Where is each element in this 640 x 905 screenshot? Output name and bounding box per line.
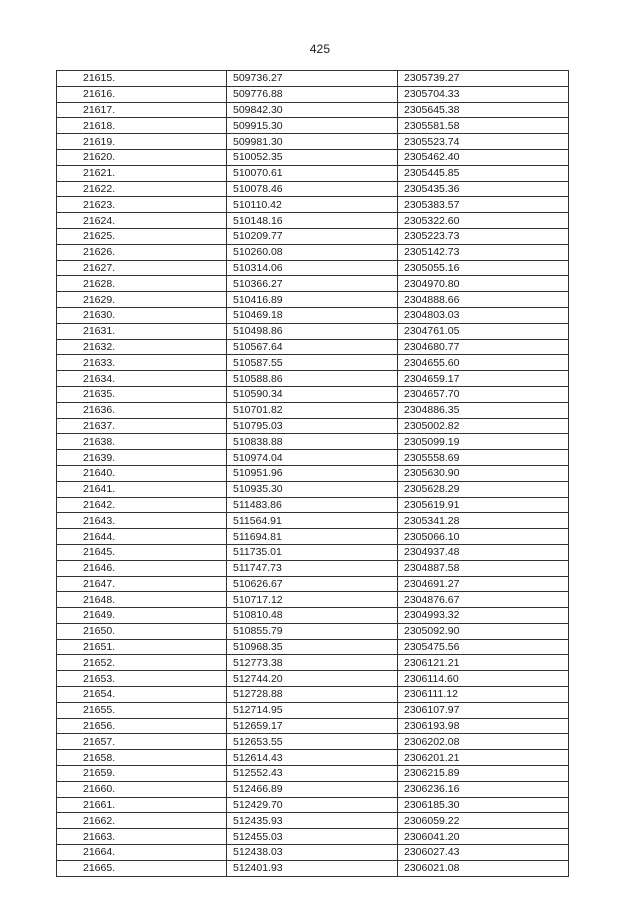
y-coordinate-cell: 2305322.60 <box>398 213 569 229</box>
x-coordinate-cell: 510314.06 <box>227 260 398 276</box>
x-coordinate-cell: 511735.01 <box>227 544 398 560</box>
point-number-cell: 21631. <box>57 323 227 339</box>
y-coordinate-cell: 2305523.74 <box>398 134 569 150</box>
x-coordinate-cell: 510935.30 <box>227 481 398 497</box>
y-coordinate-cell: 2305645.38 <box>398 102 569 118</box>
table-row <box>57 829 569 845</box>
x-coordinate-cell: 512653.55 <box>227 734 398 750</box>
table-row <box>57 497 569 513</box>
x-coordinate-cell: 510078.46 <box>227 181 398 197</box>
table-row <box>57 655 569 671</box>
y-coordinate-cell: 2304691.27 <box>398 576 569 592</box>
x-coordinate-cell: 510587.55 <box>227 355 398 371</box>
table-row <box>57 292 569 308</box>
point-number-cell: 21650. <box>57 623 227 639</box>
point-number-cell: 21626. <box>57 244 227 260</box>
y-coordinate-cell: 2304886.35 <box>398 402 569 418</box>
y-coordinate-cell: 2306193.98 <box>398 718 569 734</box>
y-coordinate-cell: 2305092.90 <box>398 623 569 639</box>
x-coordinate-cell: 510838.88 <box>227 434 398 450</box>
table-row <box>57 718 569 734</box>
point-number-cell: 21654. <box>57 687 227 703</box>
x-coordinate-cell: 511483.86 <box>227 497 398 513</box>
point-number-cell: 21649. <box>57 608 227 624</box>
point-number-cell: 21637. <box>57 418 227 434</box>
table-row <box>57 450 569 466</box>
y-coordinate-cell: 2306107.97 <box>398 702 569 718</box>
point-number-cell: 21623. <box>57 197 227 213</box>
table-row <box>57 386 569 402</box>
page-number: 425 <box>309 42 331 56</box>
y-coordinate-cell: 2304761.05 <box>398 323 569 339</box>
table-row <box>57 86 569 102</box>
table-row <box>57 276 569 292</box>
point-number-cell: 21627. <box>57 260 227 276</box>
table-row <box>57 576 569 592</box>
table-row <box>57 181 569 197</box>
table-row <box>57 402 569 418</box>
point-number-cell: 21661. <box>57 797 227 813</box>
point-number-cell: 21618. <box>57 118 227 134</box>
x-coordinate-cell: 510588.86 <box>227 371 398 387</box>
x-coordinate-cell: 512728.88 <box>227 687 398 703</box>
x-coordinate-cell: 509915.30 <box>227 118 398 134</box>
point-number-cell: 21647. <box>57 576 227 592</box>
x-coordinate-cell: 510469.18 <box>227 307 398 323</box>
table-row <box>57 639 569 655</box>
point-number-cell: 21655. <box>57 702 227 718</box>
table-row <box>57 165 569 181</box>
x-coordinate-cell: 510810.48 <box>227 608 398 624</box>
table-row <box>57 260 569 276</box>
table-row <box>57 513 569 529</box>
y-coordinate-cell: 2304659.17 <box>398 371 569 387</box>
point-number-cell: 21639. <box>57 450 227 466</box>
table-row <box>57 529 569 545</box>
y-coordinate-cell: 2304657.70 <box>398 386 569 402</box>
point-number-cell: 21616. <box>57 86 227 102</box>
point-number-cell: 21662. <box>57 813 227 829</box>
y-coordinate-cell: 2305435.36 <box>398 181 569 197</box>
table-row <box>57 687 569 703</box>
point-number-cell: 21638. <box>57 434 227 450</box>
x-coordinate-cell: 511564.91 <box>227 513 398 529</box>
table-row <box>57 750 569 766</box>
point-number-cell: 21621. <box>57 165 227 181</box>
y-coordinate-cell: 2304887.58 <box>398 560 569 576</box>
point-number-cell: 21642. <box>57 497 227 513</box>
x-coordinate-cell: 511747.73 <box>227 560 398 576</box>
table-row <box>57 371 569 387</box>
y-coordinate-cell: 2306236.16 <box>398 781 569 797</box>
y-coordinate-cell: 2304876.67 <box>398 592 569 608</box>
y-coordinate-cell: 2305630.90 <box>398 465 569 481</box>
y-coordinate-cell: 2304655.60 <box>398 355 569 371</box>
table-row <box>57 197 569 213</box>
x-coordinate-cell: 512438.03 <box>227 845 398 861</box>
y-coordinate-cell: 2305462.40 <box>398 149 569 165</box>
x-coordinate-cell: 510626.67 <box>227 576 398 592</box>
x-coordinate-cell: 510366.27 <box>227 276 398 292</box>
table-row <box>57 339 569 355</box>
y-coordinate-cell: 2304993.32 <box>398 608 569 624</box>
y-coordinate-cell: 2306059.22 <box>398 813 569 829</box>
x-coordinate-cell: 512614.43 <box>227 750 398 766</box>
x-coordinate-cell: 509736.27 <box>227 71 398 87</box>
point-number-cell: 21658. <box>57 750 227 766</box>
x-coordinate-cell: 512714.95 <box>227 702 398 718</box>
table-row <box>57 465 569 481</box>
point-number-cell: 21620. <box>57 149 227 165</box>
y-coordinate-cell: 2306041.20 <box>398 829 569 845</box>
table-row <box>57 845 569 861</box>
y-coordinate-cell: 2305704.33 <box>398 86 569 102</box>
table-row <box>57 434 569 450</box>
table-row <box>57 213 569 229</box>
x-coordinate-cell: 512455.03 <box>227 829 398 845</box>
table-row <box>57 608 569 624</box>
point-number-cell: 21643. <box>57 513 227 529</box>
point-number-cell: 21615. <box>57 71 227 87</box>
table-row <box>57 860 569 876</box>
table-row <box>57 71 569 87</box>
table-row <box>57 623 569 639</box>
y-coordinate-cell: 2305739.27 <box>398 71 569 87</box>
x-coordinate-cell: 510052.35 <box>227 149 398 165</box>
point-number-cell: 21632. <box>57 339 227 355</box>
y-coordinate-cell: 2305383.57 <box>398 197 569 213</box>
y-coordinate-cell: 2304803.03 <box>398 307 569 323</box>
point-number-cell: 21665. <box>57 860 227 876</box>
point-number-cell: 21659. <box>57 766 227 782</box>
x-coordinate-cell: 510209.77 <box>227 228 398 244</box>
point-number-cell: 21622. <box>57 181 227 197</box>
x-coordinate-cell: 512401.93 <box>227 860 398 876</box>
x-coordinate-cell: 511694.81 <box>227 529 398 545</box>
y-coordinate-cell: 2306114.60 <box>398 671 569 687</box>
point-number-cell: 21652. <box>57 655 227 671</box>
x-coordinate-cell: 510260.08 <box>227 244 398 260</box>
table-row <box>57 228 569 244</box>
point-number-cell: 21645. <box>57 544 227 560</box>
point-number-cell: 21617. <box>57 102 227 118</box>
point-number-cell: 21636. <box>57 402 227 418</box>
x-coordinate-cell: 510795.03 <box>227 418 398 434</box>
x-coordinate-cell: 510590.34 <box>227 386 398 402</box>
table-row <box>57 323 569 339</box>
x-coordinate-cell: 510701.82 <box>227 402 398 418</box>
table-row <box>57 244 569 260</box>
y-coordinate-cell: 2305055.16 <box>398 260 569 276</box>
y-coordinate-cell: 2305223.73 <box>398 228 569 244</box>
y-coordinate-cell: 2305558.69 <box>398 450 569 466</box>
x-coordinate-cell: 510416.89 <box>227 292 398 308</box>
table-row <box>57 307 569 323</box>
table-row <box>57 813 569 829</box>
x-coordinate-cell: 509842.30 <box>227 102 398 118</box>
x-coordinate-cell: 509776.88 <box>227 86 398 102</box>
y-coordinate-cell: 2306121.21 <box>398 655 569 671</box>
point-number-cell: 21619. <box>57 134 227 150</box>
point-number-cell: 21630. <box>57 307 227 323</box>
table-row <box>57 355 569 371</box>
table-row <box>57 671 569 687</box>
point-number-cell: 21634. <box>57 371 227 387</box>
table-row <box>57 781 569 797</box>
point-number-cell: 21663. <box>57 829 227 845</box>
y-coordinate-cell: 2306027.43 <box>398 845 569 861</box>
point-number-cell: 21633. <box>57 355 227 371</box>
point-number-cell: 21625. <box>57 228 227 244</box>
table-row <box>57 102 569 118</box>
y-coordinate-cell: 2306111.12 <box>398 687 569 703</box>
coordinate-table <box>56 70 569 877</box>
y-coordinate-cell: 2305002.82 <box>398 418 569 434</box>
y-coordinate-cell: 2304888.66 <box>398 292 569 308</box>
y-coordinate-cell: 2305628.29 <box>398 481 569 497</box>
y-coordinate-cell: 2305619.91 <box>398 497 569 513</box>
point-number-cell: 21641. <box>57 481 227 497</box>
y-coordinate-cell: 2305475.56 <box>398 639 569 655</box>
table-row <box>57 544 569 560</box>
point-number-cell: 21624. <box>57 213 227 229</box>
point-number-cell: 21656. <box>57 718 227 734</box>
table-row <box>57 592 569 608</box>
point-number-cell: 21653. <box>57 671 227 687</box>
table-row <box>57 734 569 750</box>
table-row <box>57 481 569 497</box>
y-coordinate-cell: 2304937.48 <box>398 544 569 560</box>
x-coordinate-cell: 510498.86 <box>227 323 398 339</box>
point-number-cell: 21648. <box>57 592 227 608</box>
point-number-cell: 21635. <box>57 386 227 402</box>
table-row <box>57 797 569 813</box>
y-coordinate-cell: 2305142.73 <box>398 244 569 260</box>
x-coordinate-cell: 512659.17 <box>227 718 398 734</box>
x-coordinate-cell: 510567.64 <box>227 339 398 355</box>
point-number-cell: 21646. <box>57 560 227 576</box>
x-coordinate-cell: 509981.30 <box>227 134 398 150</box>
table-row <box>57 560 569 576</box>
table-row <box>57 134 569 150</box>
x-coordinate-cell: 512552.43 <box>227 766 398 782</box>
y-coordinate-cell: 2305341.28 <box>398 513 569 529</box>
point-number-cell: 21640. <box>57 465 227 481</box>
point-number-cell: 21628. <box>57 276 227 292</box>
table-row <box>57 702 569 718</box>
table-row <box>57 766 569 782</box>
point-number-cell: 21644. <box>57 529 227 545</box>
x-coordinate-cell: 510855.79 <box>227 623 398 639</box>
y-coordinate-cell: 2306215.89 <box>398 766 569 782</box>
y-coordinate-cell: 2305099.19 <box>398 434 569 450</box>
point-number-cell: 21664. <box>57 845 227 861</box>
point-number-cell: 21660. <box>57 781 227 797</box>
table-row <box>57 418 569 434</box>
x-coordinate-cell: 510951.96 <box>227 465 398 481</box>
point-number-cell: 21657. <box>57 734 227 750</box>
x-coordinate-cell: 512466.89 <box>227 781 398 797</box>
x-coordinate-cell: 510974.04 <box>227 450 398 466</box>
x-coordinate-cell: 510148.16 <box>227 213 398 229</box>
y-coordinate-cell: 2304680.77 <box>398 339 569 355</box>
table-row <box>57 149 569 165</box>
y-coordinate-cell: 2306021.08 <box>398 860 569 876</box>
x-coordinate-cell: 510110.42 <box>227 197 398 213</box>
table-body <box>57 71 569 877</box>
y-coordinate-cell: 2304970.80 <box>398 276 569 292</box>
x-coordinate-cell: 512744.20 <box>227 671 398 687</box>
y-coordinate-cell: 2306185.30 <box>398 797 569 813</box>
y-coordinate-cell: 2305445.85 <box>398 165 569 181</box>
x-coordinate-cell: 510968.35 <box>227 639 398 655</box>
point-number-cell: 21629. <box>57 292 227 308</box>
x-coordinate-cell: 512435.93 <box>227 813 398 829</box>
table-row <box>57 118 569 134</box>
y-coordinate-cell: 2306201.21 <box>398 750 569 766</box>
y-coordinate-cell: 2305066.10 <box>398 529 569 545</box>
y-coordinate-cell: 2305581.58 <box>398 118 569 134</box>
x-coordinate-cell: 512773.38 <box>227 655 398 671</box>
point-number-cell: 21651. <box>57 639 227 655</box>
x-coordinate-cell: 510070.61 <box>227 165 398 181</box>
x-coordinate-cell: 512429.70 <box>227 797 398 813</box>
y-coordinate-cell: 2306202.08 <box>398 734 569 750</box>
x-coordinate-cell: 510717.12 <box>227 592 398 608</box>
